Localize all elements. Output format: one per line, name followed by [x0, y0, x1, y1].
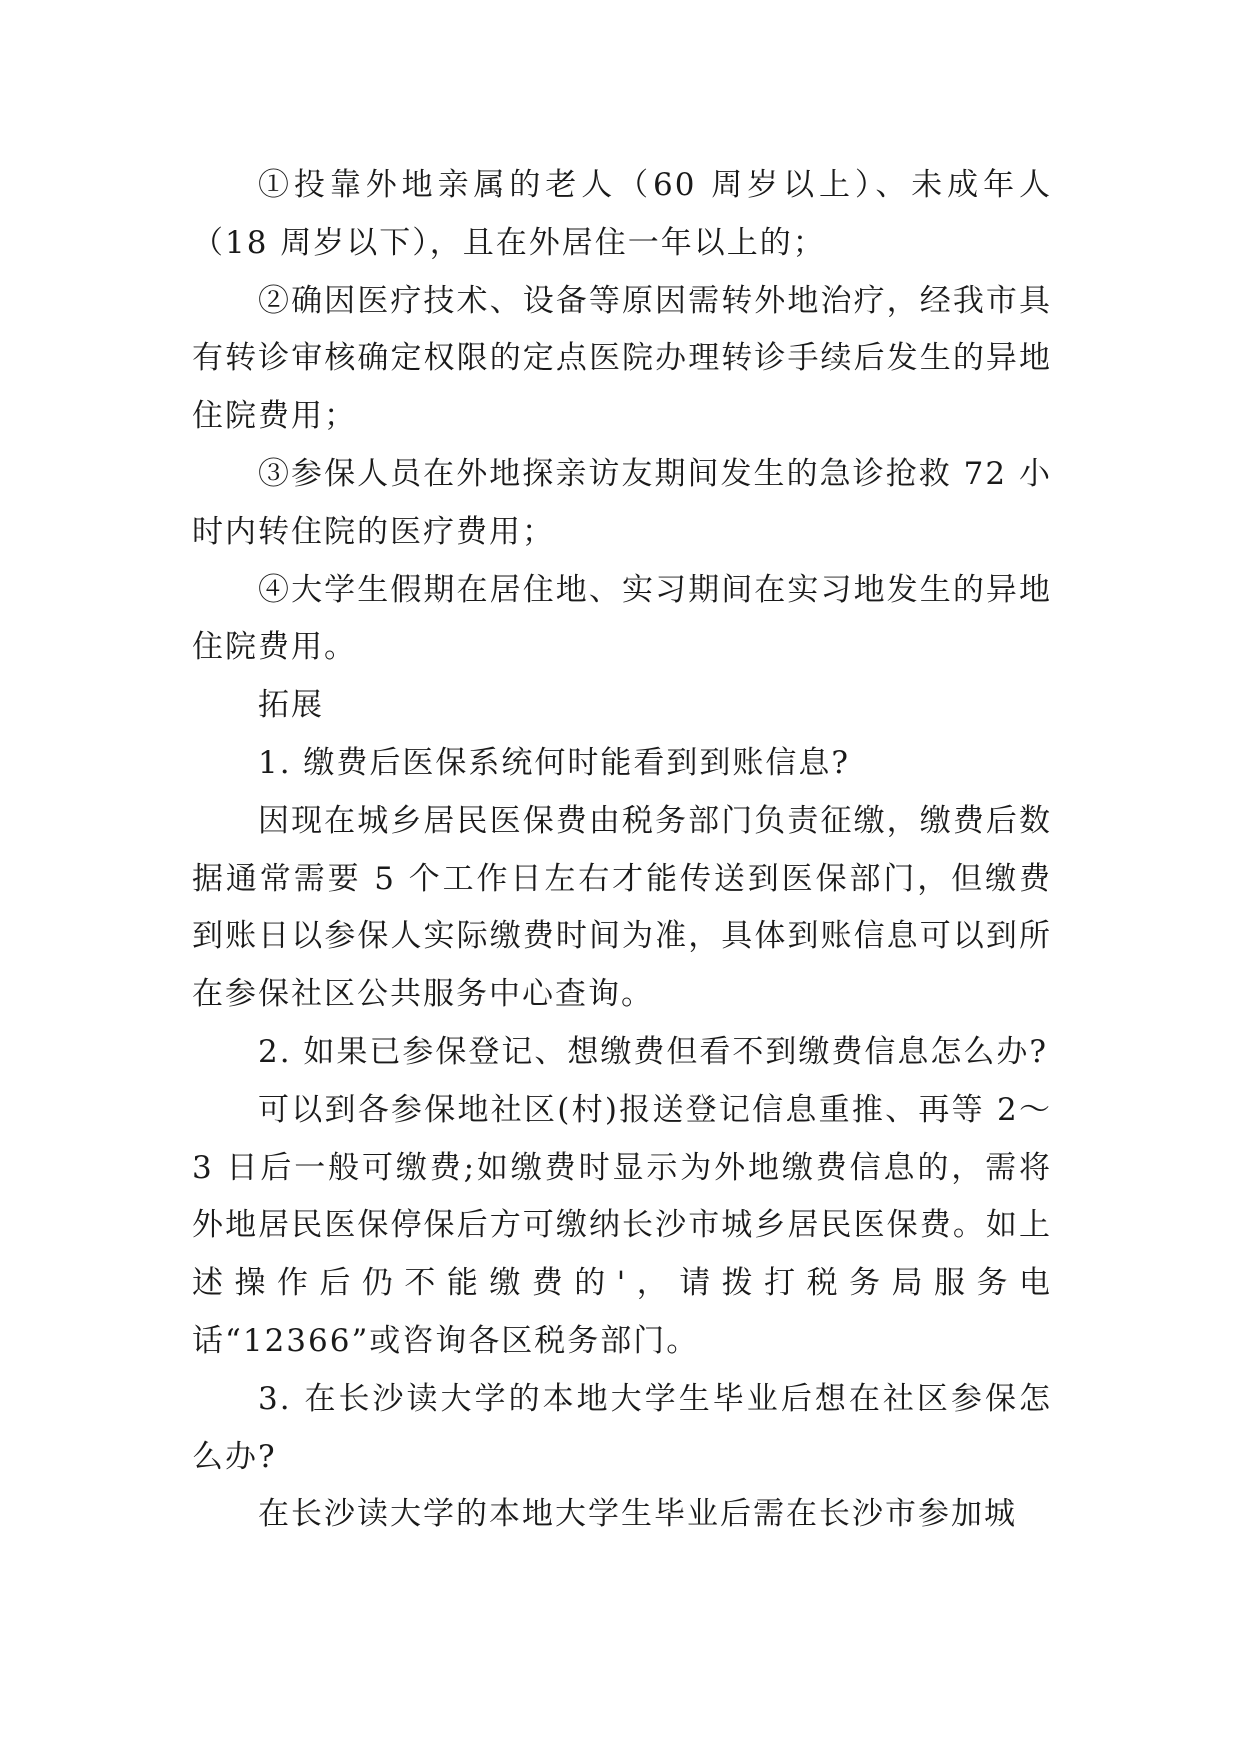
- answer-2: 可以到各参保地社区(村)报送登记信息重推、再等 2～3 日后一般可缴费;如缴费时显示为外地缴费信息的，需将外地居民医保停保后方可缴纳长沙市城乡居民医保费。如上述操作后仍不能缴费的'，请拨打税务局服务电话“12366”或咨询各区税务部门。: [192, 1091, 1052, 1359]
- list-item-elderly-minors: ①投靠外地亲属的老人（60 周岁以上）、未成年人（18 周岁以下），且在外居住一年以上的；: [192, 167, 1052, 261]
- list-item-emergency-visit: ③参保人员在外地探亲访友期间发生的急诊抢救 72 小时内转住院的医疗费用；: [192, 455, 1052, 550]
- question-1: 1. 缴费后医保系统何时能看到到账信息?: [258, 744, 851, 781]
- list-item-students: ④大学生假期在居住地、实习期间在实习地发生的异地住院费用。: [192, 571, 1052, 666]
- document-body: [192, 157, 1052, 1544]
- question-3: 3. 在长沙读大学的本地大学生毕业后想在社区参保怎么办?: [192, 1380, 1052, 1475]
- section-heading-extension: 拓展: [258, 687, 324, 724]
- answer-1: 因现在城乡居民医保费由税务部门负责征缴，缴费后数据通常需要 5 个工作日左右才能传送到医保部门，但缴费到账日以参保人实际缴费时间为准，具体到账信息可以到所在参保社区公共服务中心查询。: [192, 802, 1052, 1013]
- question-2: 2. 如果已参保登记、想缴费但看不到缴费信息怎么办?: [258, 1033, 1049, 1070]
- list-item-medical-referral: ②确因医疗技术、设备等原因需转外地治疗，经我市具有转诊审核确定权限的定点医院办理转诊手续后发生的异地住院费用；: [192, 282, 1052, 435]
- answer-3: 在长沙读大学的本地大学生毕业后需在长沙市参加城: [258, 1496, 1017, 1533]
